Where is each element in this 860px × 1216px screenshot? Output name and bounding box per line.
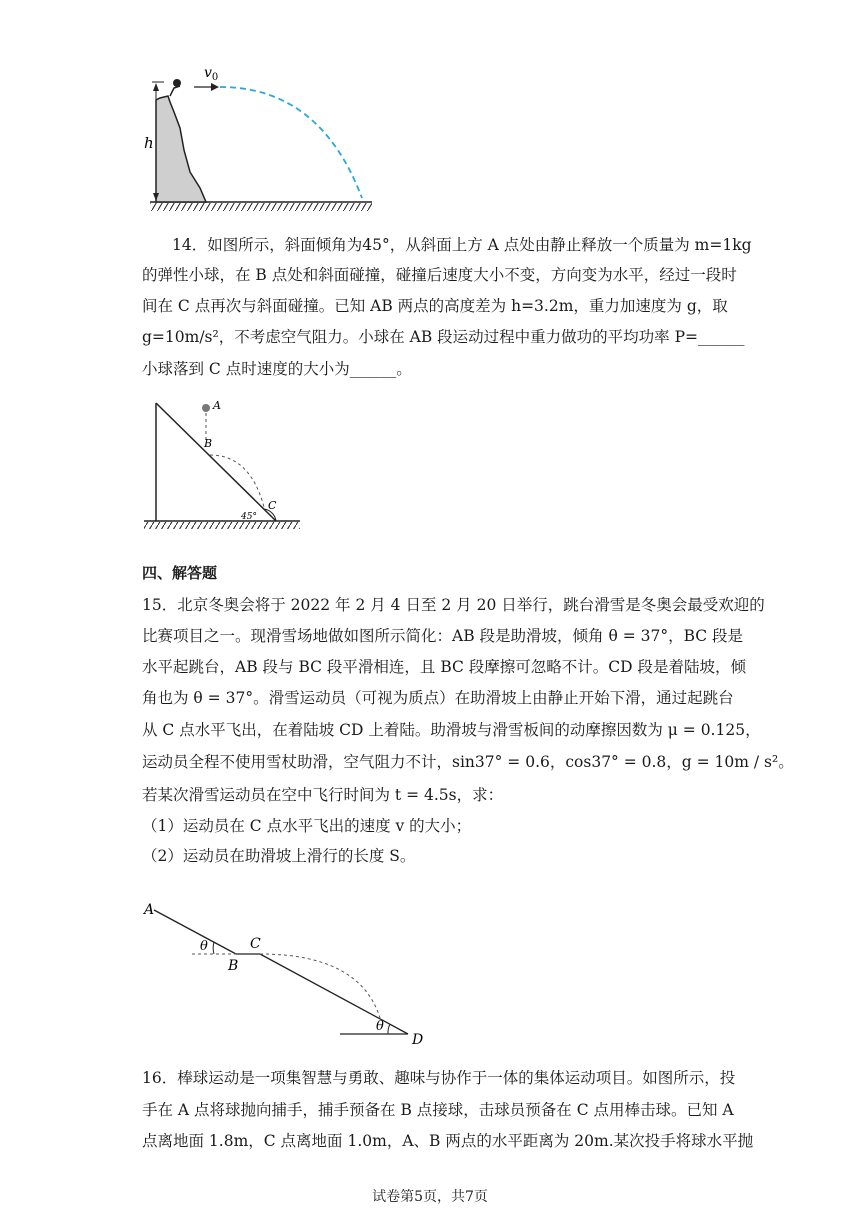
ground-hatch [150, 203, 372, 211]
label-A: A [213, 399, 221, 412]
label-D: D [412, 1032, 424, 1048]
q15-line4: 角也为 θ = 37°。滑雪运动员（可视为质点）在助滑坡上由静止开始下滑，通过起跳台 [142, 689, 734, 707]
label-v0: $v_0$ [204, 65, 219, 83]
q15-line3: 水平起跳台，AB 段与 BC 段平滑相连，且 BC 段摩擦可忽略不计。CD 段是着陆坡，倾 [142, 658, 747, 676]
incline-slope [156, 403, 276, 521]
figure-incline-ball [140, 395, 310, 535]
q15-sub1: （1）运动员在 C 点水平飞出的速度 v 的大小； [142, 817, 472, 835]
q14-line4: g=10m/s²，不考虑空气阻力。小球在 AB 段运动过程中重力做功的平均功率 P=______ [142, 328, 745, 346]
q15-line2: 比赛项目之一。现滑雪场地做如图所示简化：AB 段是助滑坡，倾角 θ = 37°，BC 段是 [142, 627, 744, 645]
bounce-trajectory [210, 455, 264, 507]
label-B: B [204, 437, 213, 450]
cliff-shape [156, 96, 206, 202]
q15-line7: 若某次滑雪运动员在空中飞行时间为 t = 4.5s，求： [142, 786, 504, 804]
label-theta2: θ [376, 1019, 384, 1034]
ball-icon [202, 404, 210, 412]
projectile-trajectory [220, 87, 362, 198]
label-B: B [228, 958, 239, 974]
slope-AB [154, 910, 236, 954]
q14-line2: 的弹性小球，在 B 点处和斜面碰撞，碰撞后速度大小不变，方向变为水平，经过一段时 [142, 266, 737, 284]
label-A: A [144, 902, 155, 918]
q15-line6: 运动员全程不使用雪杖助滑，空气阻力不计，sin37° = 0.6，cos37° = 0.8，g = 10m / s²。 [142, 753, 794, 771]
label-h: h [144, 134, 154, 152]
q15-line5: 从 C 点水平飞出，在着陆坡 CD 上着陆。助滑坡与滑雪板间的动摩擦因数为 μ = 0.125， [142, 721, 761, 739]
landing-CD [260, 954, 408, 1034]
label-C: C [268, 499, 277, 512]
q14-line5: 小球落到 C 点时速度的大小为______。 [142, 360, 412, 378]
label-C: C [250, 936, 261, 952]
label-angle: 45° [241, 512, 257, 522]
q16-line2: 手在 A 点将球抛向捕手，捕手预备在 B 点接球，击球员预备在 C 点用棒击球。已知 A [142, 1101, 734, 1119]
figure-cliff-projectile [140, 60, 390, 220]
label-theta1: θ [200, 939, 208, 954]
q16-line3: 点离地面 1.8m，C 点离地面 1.0m，A、B 两点的水平距离为 20m.某次投手将球水平抛 [142, 1132, 754, 1150]
figure-ski-jump [140, 898, 430, 1048]
q16-line1: 16．棒球运动是一项集智慧与勇敢、趣味与协作于一体的集体运动项目。如图所示，投 [142, 1069, 736, 1087]
q15-line1: 15．北京冬奥会将于 2022 年 2 月 4 日至 2 月 20 日举行，跳台滑雪是冬奥会最受欢迎的 [142, 596, 765, 614]
q14-line3: 间在 C 点再次与斜面碰撞。已知 AB 两点的高度差为 h=3.2m，重力加速度为 g，取 [142, 297, 728, 315]
page-footer: 试卷第5页，共7页 [372, 1189, 488, 1205]
section-title: 四、解答题 [142, 564, 218, 582]
q14-line1: 14．如图所示，斜面倾角为45°，从斜面上方 A 点处由静止释放一个质量为 m=1kg [172, 236, 752, 254]
q15-sub2: （2）运动员在助滑坡上滑行的长度 S。 [142, 847, 416, 865]
